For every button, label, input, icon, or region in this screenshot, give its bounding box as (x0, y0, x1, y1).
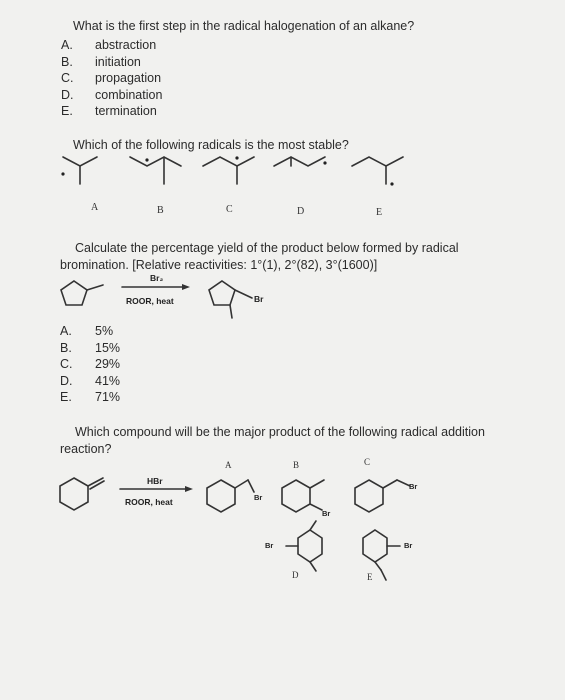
bromo-methylcyclopentane-product (209, 281, 252, 318)
radical-e-structure (352, 157, 403, 184)
product-a-br: Br (254, 493, 263, 502)
q3-question-line1: Calculate the percentage yield of the product below formed by radical (75, 241, 459, 255)
radical-dot-d (323, 161, 326, 164)
q3-option-letter: D. (60, 374, 73, 388)
q1-option-letter: E. (61, 104, 73, 118)
product-label-c: C (364, 457, 371, 467)
q1-option-letter: D. (61, 88, 74, 102)
q3-option-text: 15% (95, 341, 121, 355)
methylenecyclohexane-reactant (60, 478, 104, 510)
q3-option-letter: E. (60, 390, 72, 404)
radical-label-c: C (226, 204, 233, 215)
product-c-structure (355, 480, 410, 512)
q1-question: What is the first step in the radical halogenation of an alkane? (73, 19, 415, 33)
q3-reagent-top: Br₂ (150, 273, 164, 283)
q1-option-text: combination (95, 88, 163, 102)
q1-option-letter: C. (61, 71, 74, 85)
q4-question-line1: Which compound will be the major product of the following radical addition (75, 425, 485, 439)
q3-option-text: 71% (95, 390, 121, 404)
product-c-br: Br (409, 482, 418, 491)
q3-option-text: 41% (95, 374, 121, 388)
q1-option-letter: B. (61, 55, 73, 69)
q3-option-letter: A. (60, 324, 72, 338)
q3-option-text: 5% (95, 324, 114, 338)
product-label-b: B (293, 460, 300, 470)
product-d-br: Br (265, 541, 274, 550)
q1-option-text: propagation (95, 71, 162, 85)
product-label-d: D (292, 570, 299, 580)
q3-product-br: Br (254, 294, 264, 304)
product-e-br: Br (404, 541, 413, 550)
product-b-structure (282, 480, 324, 512)
product-a-structure (207, 480, 254, 512)
q1-option-text: termination (95, 104, 157, 118)
q3-arrow-head (182, 284, 190, 290)
radical-label-a: A (91, 202, 99, 213)
radical-label-e: E (376, 207, 383, 218)
product-label-a: A (225, 460, 232, 470)
q4-question-line2: reaction? (60, 442, 112, 456)
q4-arrow-head (185, 486, 193, 492)
radical-a-structure (63, 157, 97, 184)
radical-dot-e (390, 182, 393, 185)
q4-reagent-bottom: ROOR, heat (125, 497, 173, 507)
product-label-e: E (367, 572, 373, 582)
product-b-br: Br (322, 509, 331, 518)
radical-b-structure (130, 140, 181, 184)
q2-question: Which of the following radicals is the most stable? (73, 138, 349, 152)
radical-label-d: D (297, 206, 305, 217)
q1-option-text: abstraction (95, 38, 157, 52)
radical-dot-c (235, 156, 238, 159)
methylcyclopentane-reactant (61, 281, 103, 305)
radical-c-structure (203, 157, 254, 184)
q3-option-letter: B. (60, 341, 72, 355)
q1-option-letter: A. (61, 38, 73, 52)
radical-label-b: B (157, 205, 164, 216)
q3-question-line2: bromination. [Relative reactivities: 1°(1), 2°(82), 3°(1600)] (60, 258, 378, 272)
product-d-structure (286, 521, 322, 571)
q1-option-text: initiation (95, 55, 141, 69)
q4-reagent-top: HBr (147, 476, 163, 486)
radical-dot-a (61, 172, 64, 175)
q3-reagent-bottom: ROOR, heat (126, 296, 174, 306)
radical-dot-b (145, 158, 148, 161)
q3-option-letter: C. (60, 357, 73, 371)
q3-option-text: 29% (95, 357, 121, 371)
radical-d-structure (274, 140, 325, 176)
